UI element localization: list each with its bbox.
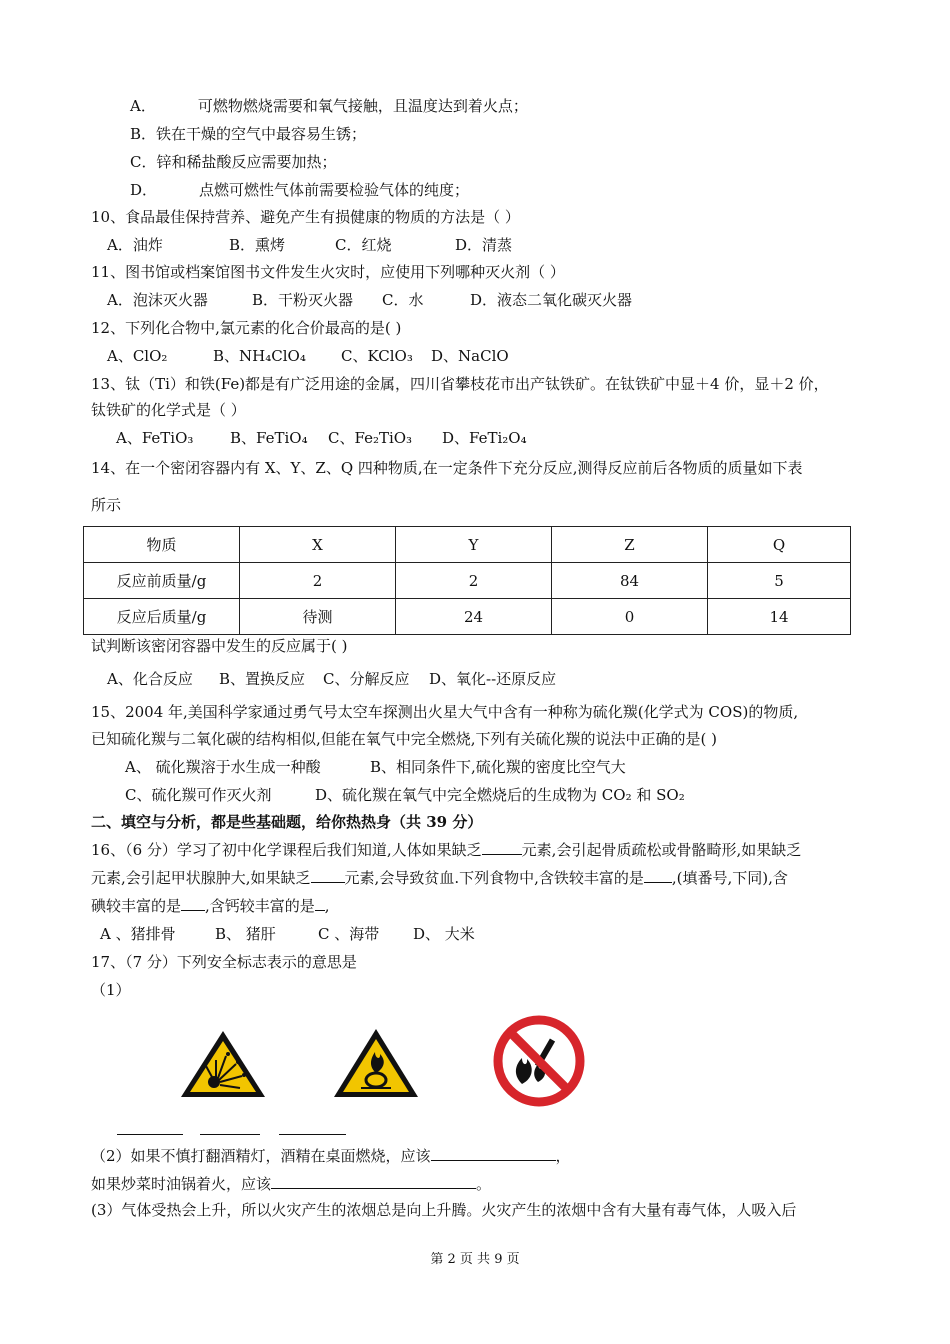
table-header-cell: 物质 [84, 527, 240, 563]
table-cell: 反应后质量/g [84, 599, 240, 635]
q11-stem: 11、图书馆或档案馆图书文件发生火灾时，应使用下列哪种灭火剂（ ） [91, 263, 565, 281]
q10-options: A．油炸 B．熏烤 C．红烧 D．清蒸 [107, 236, 513, 254]
q17-part2-line2: 如果炒菜时油锅着火，应该 。 [91, 1175, 492, 1193]
q10-stem: 10、食品最佳保持营养、避免产生有损健康的物质的方法是（ ） [91, 208, 520, 226]
table-cell: 2 [240, 563, 396, 599]
mass-table [83, 526, 851, 635]
sign-answer-blank-1[interactable] [117, 1133, 183, 1135]
table-header-cell: Q [708, 527, 851, 563]
q16-line1: 16、（6 分）学习了初中化学课程后我们知道,人体如果缺乏 元素,会引起骨质疏松或骨骼畸形,如果缺乏 [91, 841, 802, 859]
answer-blank[interactable] [431, 1160, 556, 1161]
q14-stem-line2: 所示 [91, 496, 122, 514]
q9-option-d: D． 点燃可燃性气体前需要检验气体的纯度； [130, 181, 470, 199]
q16-options: A 、猪排骨 B、 猪肝 C 、海带 D、 大米 [100, 925, 475, 943]
table-header-row [84, 527, 851, 563]
q9-option-a: A． 可燃物燃烧需要和氧气接触，且温度达到着火点； [130, 97, 528, 115]
table-cell: 24 [396, 599, 552, 635]
table-header-cell: X [240, 527, 396, 563]
sign-answer-blank-2[interactable] [200, 1133, 260, 1135]
q12-stem: 12、下列化合物中,氯元素的化合价最高的是( ) [91, 319, 402, 337]
q14-after: 试判断该密闭容器中发生的反应属于( ) [91, 637, 348, 655]
table-header-cell: Z [552, 527, 708, 563]
q17-stem: 17、（7 分）下列安全标志表示的意思是 [91, 953, 357, 971]
no-fire-prohibition-icon [492, 1014, 586, 1112]
q17-part3: (3）气体受热会上升，所以火灾产生的浓烟总是向上升腾。火灾产生的浓烟中含有大量有毒气体，人吸入后 [91, 1201, 797, 1219]
q13-stem-line2: 钛铁矿的化学式是（ ） [91, 401, 246, 419]
section-heading: 二、填空与分析，都是些基础题，给你热热身（共 39 分） [91, 813, 483, 831]
q15-stem-line1: 15、2004 年,美国科学家通过勇气号太空车探测出火星大气中含有一种称为硫化羰(化学式为 COS)的物质, [91, 703, 799, 721]
table-cell: 84 [552, 563, 708, 599]
table-cell: 14 [708, 599, 851, 635]
q14-stem-line1: 14、在一个密闭容器内有 X、Y、Z、Q 四种物质,在一定条件下充分反应,测得反应前后各物质的质量如下表 [91, 459, 803, 477]
oxidizer-warning-icon [331, 1026, 421, 1104]
sign-answer-blank-3[interactable] [279, 1133, 346, 1135]
q13-stem-line1: 13、钛（Ti）和铁(Fe)都是有广泛用途的金属，四川省攀枝花市出产钛铁矿。在钛铁矿中显＋4 价，显＋2 价， [91, 375, 829, 393]
table-row [84, 563, 851, 599]
answer-blank[interactable] [315, 910, 325, 911]
table-cell: 0 [552, 599, 708, 635]
q15-stem-line2: 已知硫化羰与二氧化碳的结构相似,但能在氧气中完全燃烧,下列有关硫化羰的说法中正确的是( ) [91, 730, 718, 748]
q9-option-c: C．锌和稀盐酸反应需要加热； [130, 153, 337, 171]
explosive-warning-icon [178, 1028, 268, 1104]
answer-blank[interactable] [271, 1188, 476, 1189]
answer-blank[interactable] [181, 910, 205, 911]
page-footer: 第 2 页 共 9 页 [430, 1252, 520, 1267]
answer-blank[interactable] [644, 882, 672, 883]
table-header-cell: Y [396, 527, 552, 563]
q12-options: A、ClO₂ B、NH₄ClO₄ C、KClO₃ D、NaClO [107, 347, 509, 365]
answer-blank[interactable] [311, 882, 345, 883]
table-cell: 反应前质量/g [84, 563, 240, 599]
q16-line2: 元素,会引起甲状腺肿大,如果缺乏 元素,会导致贫血.下列食物中,含铁较丰富的是 ,(填番号,下同),含 [91, 869, 788, 887]
q17-part2-line1: （2）如果不慎打翻酒精灯，酒精在桌面燃烧，应该 ， [91, 1147, 571, 1165]
table-cell: 待测 [240, 599, 396, 635]
table-cell: 2 [396, 563, 552, 599]
q11-options: A．泡沫灭火器 B．干粉灭火器 C．水 D．液态二氧化碳灭火器 [107, 291, 633, 309]
q16-line3: 碘较丰富的是 ,含钙较丰富的是 , [91, 897, 330, 915]
table-cell: 5 [708, 563, 851, 599]
table-row [84, 599, 851, 635]
q9-option-b: B．铁在干燥的空气中最容易生锈； [130, 125, 367, 143]
q15-options-row1: A、 硫化羰溶于水生成一种酸 B、相同条件下,硫化羰的密度比空气大 [125, 758, 626, 776]
q14-options: A、化合反应 B、置换反应 C、分解反应 D、氧化--还原反应 [107, 670, 557, 688]
answer-blank[interactable] [482, 854, 522, 855]
q15-options-row2: C、硫化羰可作灭火剂 D、硫化羰在氧气中完全燃烧后的生成物为 CO₂ 和 SO₂ [125, 786, 685, 804]
q13-options: A、FeTiO₃ B、FeTiO₄ C、Fe₂TiO₃ D、FeTi₂O₄ [116, 429, 527, 447]
q17-part1: （1） [91, 981, 131, 999]
